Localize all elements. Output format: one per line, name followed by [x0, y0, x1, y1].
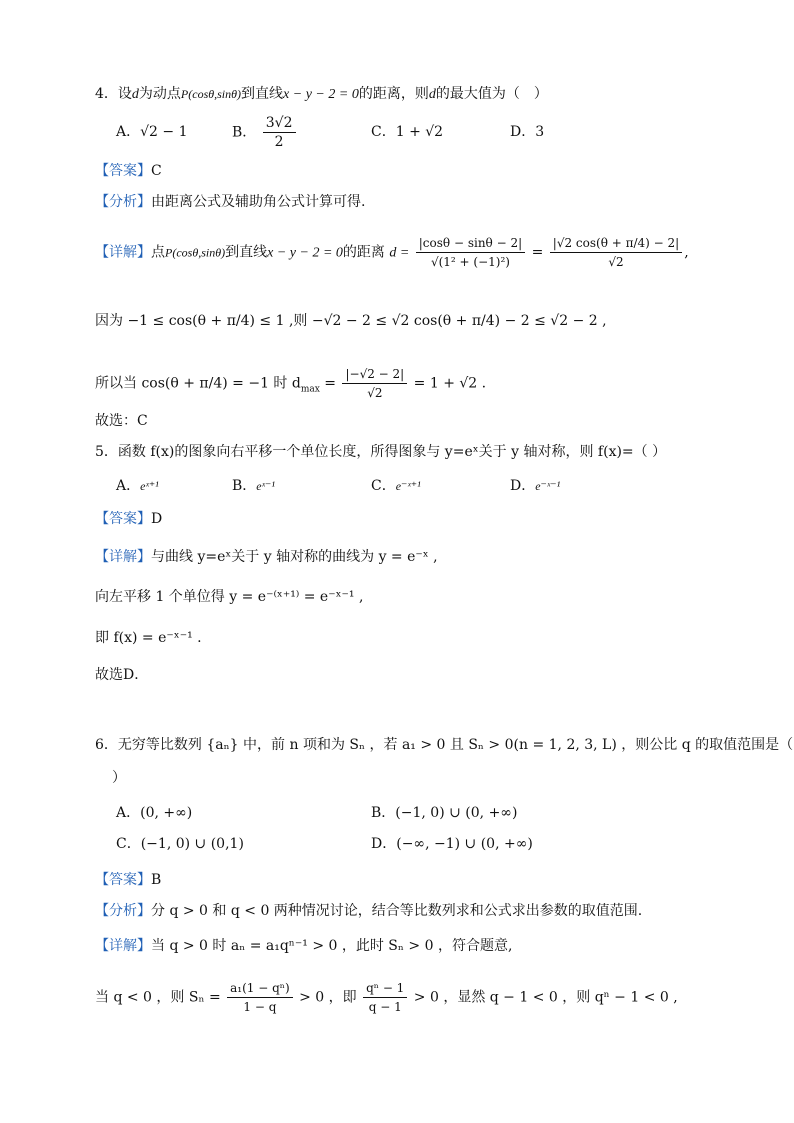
q5-conclusion: 故选D． — [95, 667, 149, 683]
q4-option-c: C．1 + √2 — [371, 124, 444, 140]
q5-option-d: D．e⁻ˣ⁻¹ — [510, 478, 561, 494]
q6-stem: 6．无穷等比数列 {aₙ} 中，前 n 项和为 Sₙ ，若 a₁ > 0 且 Sₙ > 0(n = 1, 2, 3, L) ，则公比 q 的取值范围是（ — [95, 737, 794, 753]
q4-analysis: 【分析】由距离公式及辅助角公式计算可得. — [95, 194, 366, 210]
q6-option-c: C．(−1, 0) ∪ (0,1) — [116, 836, 244, 852]
q6-analysis: 【分析】分 q > 0 和 q < 0 两种情况讨论，结合等比数列求和公式求出参数的取值范围. — [95, 903, 643, 919]
q6-option-a: A．(0, +∞) — [116, 805, 193, 821]
q4-aux-angle-fraction: $\frac{|√2 \cos(\theta + \pi/4) - 2|}{√2}$ — [550, 234, 682, 271]
q4-option-a: A．√2 − 1 — [116, 124, 188, 140]
q4-max-fraction: $\frac{|-√2 - 2|}{√2}$ — [342, 365, 407, 402]
q5-detail-line2: 向左平移 1 个单位得 y = e⁻⁽ˣ⁺¹⁾ = e⁻ˣ⁻¹ , — [95, 589, 364, 605]
q5-detail: 【详解】与曲线 y=eˣ关于 y 轴对称的曲线为 y = e⁻ˣ , — [95, 549, 438, 565]
q6-answer: 【答案】B — [95, 872, 162, 888]
q4-option-b-fraction: $\frac{3√2}{2}$ — [263, 114, 296, 151]
q6-stem-cont: ） — [112, 770, 126, 786]
q5-option-c: C．e⁻ˣ⁺¹ — [371, 478, 421, 494]
q5-option-a: A．eˣ⁺¹ — [116, 478, 159, 494]
q6-detail-line2: 当 q < 0 ，则 Sₙ = $\frac{\text{a₁(1 − qⁿ)}}{1 - q}$ > 0 ，即 $\frac{\text{qⁿ − 1}}{q - 1}$ > 0 ，显然 q − 1 < 0 ，则 qⁿ − 1 < 0 , — [95, 981, 678, 1014]
q5-option-b: B．eˣ⁻¹ — [232, 478, 275, 494]
q6-option-b: B．(−1, 0) ∪ (0, +∞) — [371, 805, 518, 821]
q5-detail-line3: 即 f(x) = e⁻ˣ⁻¹ . — [95, 630, 202, 646]
q5-stem: 5．函数 f(x)的图象向右平移一个单位长度，所得图象与 y=eˣ关于 y 轴对称，则 f(x)=（ ） — [95, 444, 667, 460]
q4-answer: 【答案】C — [95, 163, 162, 179]
q4-detail: 【详解】点P(cosθ,sinθ)到直线x − y − 2 = 0的距离 d = $\frac{|\cos\theta - \sin\theta - 2|}{\text{√(1² + (−1)²)}}$ = $\frac{|√2 \cos(\theta + \pi/4) - 2|}{√2}$ , — [95, 236, 689, 269]
q5-answer: 【答案】D — [95, 511, 163, 527]
q4-distance-fraction: $\frac{|\cos\theta - \sin\theta - 2|}{\text{√(1² + (−1)²)}}$ — [416, 234, 525, 271]
q6-detail: 【详解】当 q > 0 时 aₙ = a₁qⁿ⁻¹ > 0 ，此时 Sₙ > 0 ，符合题意, — [95, 938, 513, 954]
q4-stem: 4．设d为动点P(cosθ,sinθ)到直线x − y − 2 = 0的距离，则d的最大值为（ ） — [95, 86, 548, 102]
q4-detail-line3: 所以当 cos(θ + π/4) = −1 时 $d_{max}$ = $\frac{|-√2 - 2|}{√2}$ = 1 + √2 . — [95, 367, 487, 400]
q4-detail-line2: 因为 −1 ≤ cos(θ + π/4) ≤ 1 ,则 −√2 − 2 ≤ √2 cos(θ + π/4) − 2 ≤ √2 − 2 , — [95, 313, 607, 329]
q4-option-b: B． $\frac{3√2}{2}$ — [232, 114, 298, 151]
q4-conclusion: 故选：C — [95, 413, 148, 429]
q6-option-d: D．(−∞, −1) ∪ (0, +∞) — [371, 836, 533, 852]
q6-ratio-fraction: $\frac{\text{qⁿ − 1}}{q - 1}$ — [363, 979, 407, 1016]
q6-sum-fraction: $\frac{\text{a₁(1 − qⁿ)}}{1 - q}$ — [227, 979, 293, 1016]
q4-option-d: D．3 — [510, 124, 545, 140]
